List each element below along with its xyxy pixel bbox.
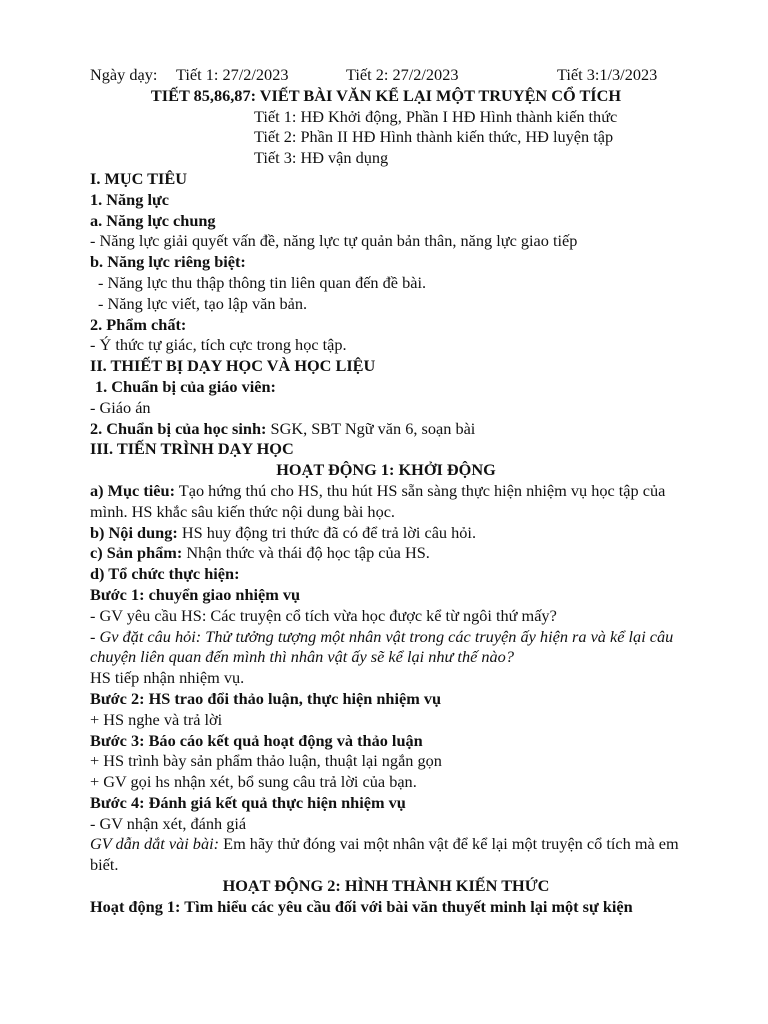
step-3-item-2: + GV gọi hs nhận xét, bổ sung câu trả lời của bạn.	[90, 772, 417, 792]
step-1-item-3: HS tiếp nhận nhiệm vụ.	[90, 668, 245, 688]
step-1-heading: Bước 1: chuyển giao nhiệm vụ	[90, 584, 301, 604]
general-competence-item: - Năng lực giải quyết vấn đề, năng lực tự quản bản thân, năng lực giao tiếp	[90, 231, 578, 251]
activity-2-title: HOẠT ĐỘNG 2: HÌNH THÀNH KIẾN THỨC	[222, 876, 550, 896]
lead-in-label: GV dẫn dắt vài bài:	[90, 834, 220, 854]
student-prep-row	[90, 419, 682, 440]
content-paragraph	[90, 523, 682, 544]
specific-competence-item-2: - Năng lực viết, tạo lập văn bản.	[98, 293, 308, 313]
teaching-date-label: Ngày dạy:	[90, 65, 158, 84]
teacher-prep-label: 1. Chuẩn bị của giáo viên:	[95, 376, 276, 396]
period-3-date: Tiết 3:1/3/2023	[557, 65, 658, 84]
student-prep-text: SGK, SBT Ngữ văn 6, soạn bài	[270, 418, 476, 438]
step-2-item-1: + HS nghe và trả lời	[90, 709, 223, 729]
section-objectives-heading: I. MỤC TIÊU	[90, 168, 187, 188]
lead-in-paragraph	[90, 834, 682, 876]
objective-label: a) Mục tiêu:	[90, 480, 175, 500]
step-3-item-1: + HS trình bày sản phẩm thảo luận, thuật lại ngắn gọn	[90, 751, 442, 771]
step-2-heading: Bước 2: HS trao đổi thảo luận, thực hiện nhiệm vụ	[90, 688, 442, 708]
objective-paragraph	[90, 481, 682, 523]
teacher-prep-item: - Giáo án	[90, 397, 151, 417]
product-label: c) Sản phẩm:	[90, 543, 183, 563]
period-plan-1: Tiết 1: HĐ Khởi động, Phần I HĐ Hình thành kiến thức	[254, 106, 618, 126]
period-2-date: Tiết 2: 27/2/2023	[346, 65, 459, 84]
step-1-item-2: - Gv đặt câu hỏi: Thử tưởng tượng một nhân vật trong các truyện ấy hiện ra và kể lại câu chuyện liên quan đến mình thì nhân vật ấy sẽ kể lại như thế nào?	[90, 626, 674, 667]
objective-text: Tạo hứng thú cho HS, thu hút HS sẵn sàng thực hiện nhiệm vụ học tập của mình. HS khắc sâu kiến thức nội dung bài học.	[90, 480, 666, 521]
activity-1-title: HOẠT ĐỘNG 1: KHỞI ĐỘNG	[276, 460, 496, 480]
period-plan-2: Tiết 2: Phần II HĐ Hình thành kiến thức, HĐ luyện tập	[254, 127, 614, 147]
section-process-heading: III. TIẾN TRÌNH DẠY HỌC	[90, 439, 294, 459]
specific-competence-heading: b. Năng lực riêng biệt:	[90, 252, 246, 272]
step-1-item-1: - GV yêu cầu HS: Các truyện cổ tích vừa học được kể từ ngôi thứ mấy?	[90, 605, 557, 625]
lead-in-text: Em hãy thử đóng vai một nhân vật để kể lại một truyện cổ tích mà em biết.	[90, 834, 679, 875]
general-competence-heading: a. Năng lực chung	[90, 210, 216, 230]
specific-competence-item-1: - Năng lực thu thập thông tin liên quan đến đề bài.	[98, 272, 427, 292]
activity-2-subheading: Hoạt động 1: Tìm hiểu các yêu cầu đối với bài văn thuyết minh lại một sự kiện	[90, 896, 633, 916]
teaching-dates-row	[90, 65, 682, 86]
student-prep-label: 2. Chuẩn bị của học sinh:	[90, 418, 267, 438]
product-text: Nhận thức và thái độ học tập của HS.	[186, 543, 430, 563]
content-text: HS huy động tri thức đã có để trả lời câu hỏi.	[181, 522, 477, 542]
qualities-heading: 2. Phẩm chất:	[90, 314, 187, 334]
lesson-plan-page	[90, 65, 682, 918]
lesson-title: TIẾT 85,86,87: VIẾT BÀI VĂN KỂ LẠI MỘT TRUYỆN CỔ TÍCH	[150, 85, 622, 105]
product-paragraph	[90, 543, 682, 564]
step-4-item-1: - GV nhận xét, đánh giá	[90, 813, 247, 833]
period-1-date: Tiết 1: 27/2/2023	[176, 65, 289, 84]
qualities-item: - Ý thức tự giác, tích cực trong học tập.	[90, 335, 347, 355]
competence-heading: 1. Năng lực	[90, 189, 169, 209]
step-3-heading: Bước 3: Báo cáo kết quả hoạt động và thảo luận	[90, 730, 423, 750]
content-label: b) Nội dung:	[90, 522, 178, 542]
period-plan-3: Tiết 3: HĐ vận dụng	[254, 148, 389, 168]
section-materials-heading: II. THIẾT BỊ DẠY HỌC VÀ HỌC LIỆU	[90, 356, 376, 376]
step-4-heading: Bước 4: Đánh giá kết quả thực hiện nhiệm vụ	[90, 792, 406, 812]
organization-heading: d) Tổ chức thực hiện:	[90, 564, 240, 584]
